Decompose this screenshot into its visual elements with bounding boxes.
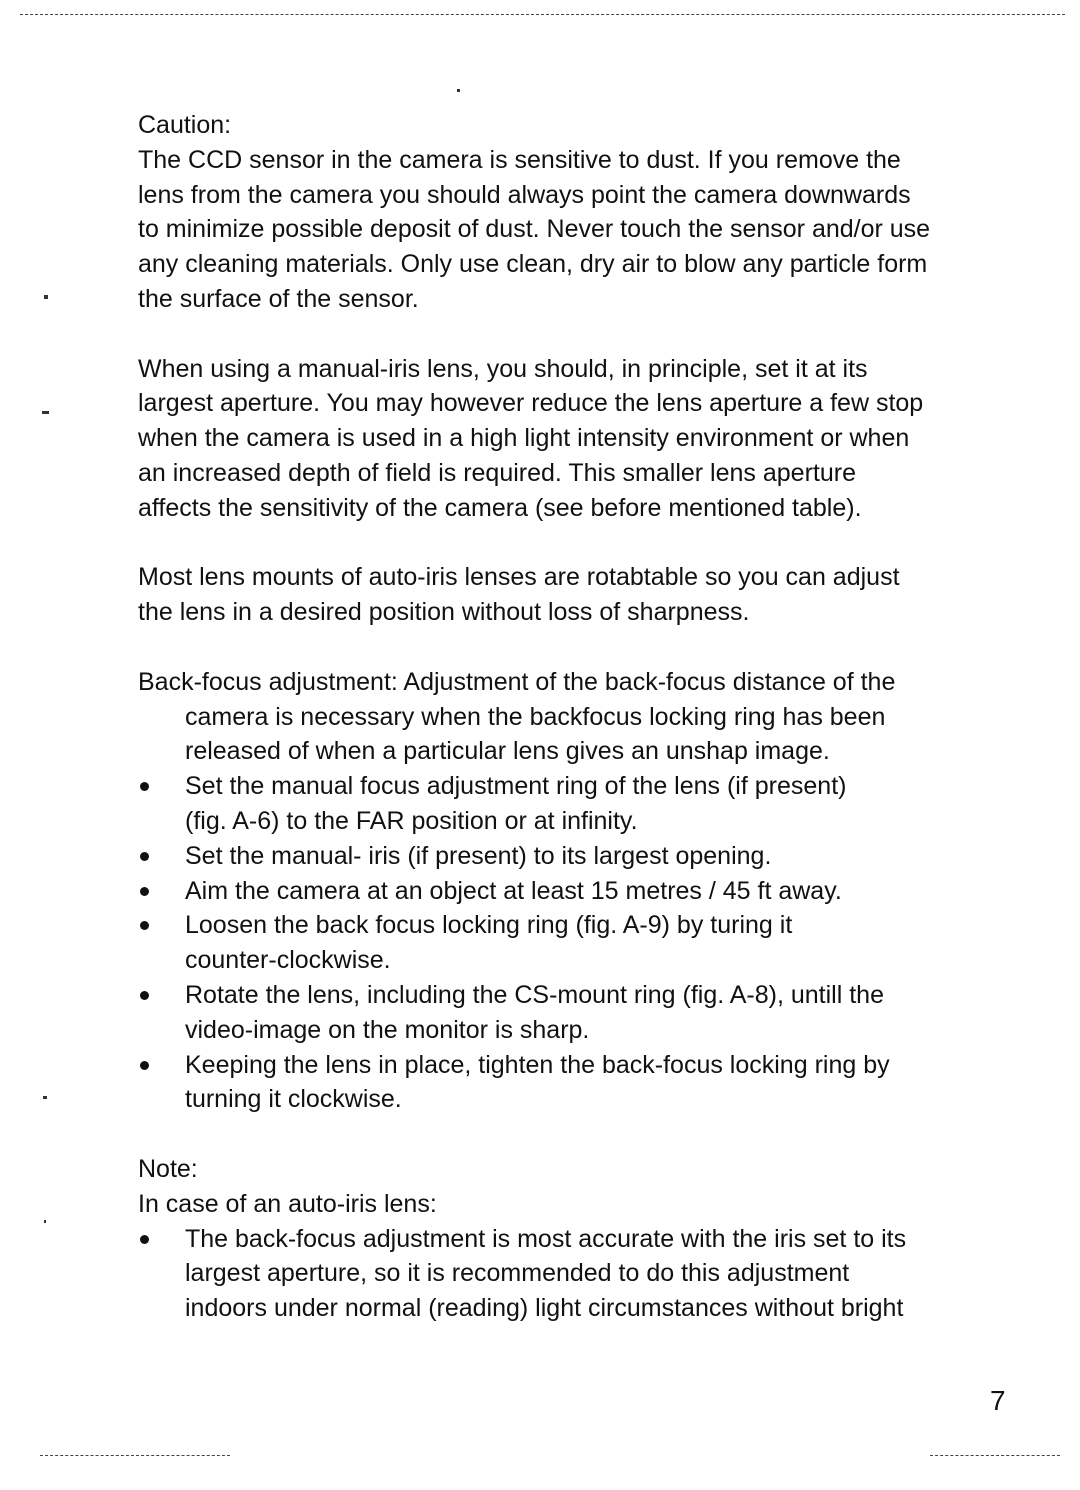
bottom-scan-rule — [40, 1455, 230, 1456]
bullet-icon — [140, 1235, 149, 1244]
text-line: camera is necessary when the backfocus locking ring has been — [185, 702, 886, 731]
bullet-item — [0, 839, 1080, 874]
scan-speck — [457, 89, 460, 92]
text-line: affects the sensitivity of the camera (see before mentioned table). — [138, 493, 862, 522]
caution-heading: Caution: — [138, 111, 232, 139]
text-line: Set the manual focus adjustment ring of the lens (if present) — [185, 772, 847, 801]
note-heading: Note: — [138, 1154, 198, 1183]
manual-page — [0, 108, 1080, 1326]
text-line: any cleaning materials. Only use clean, dry air to blow any particle form — [138, 250, 928, 279]
text-line: The back-focus adjustment is most accurate with the iris set to its — [185, 1224, 907, 1253]
note-subheading: In case of an auto-iris lens: — [138, 1189, 437, 1218]
bullet-item — [0, 978, 1080, 1048]
text-line: counter-clockwise. — [185, 946, 391, 975]
bullet-item — [0, 769, 1080, 839]
bullet-item — [0, 874, 1080, 909]
top-scan-rule — [20, 14, 1065, 15]
back-focus-intro: Back-focus adjustment: Adjustment of the back-focus distance of the — [138, 667, 896, 696]
page-number: 7 — [990, 1385, 1006, 1416]
text-line: lens from the camera you should always point the camera downwards — [138, 180, 911, 209]
bullet-item — [0, 908, 1080, 978]
text-line: (fig. A-6) to the FAR position or at infinity. — [185, 806, 638, 835]
text-line: the lens in a desired position without loss of sharpness. — [138, 598, 750, 627]
text-line: The CCD sensor in the camera is sensitive to dust. If you remove the — [138, 145, 901, 174]
text-line: the surface of the sensor. — [138, 284, 419, 313]
text-line: when the camera is used in a high light intensity environment or when — [138, 424, 910, 453]
bullet-icon — [140, 991, 149, 1000]
text-line: Rotate the lens, including the CS-mount ring (fig. A-8), untill the — [185, 980, 884, 1009]
text-line: Loosen the back focus locking ring (fig. A-9) by turing it — [185, 911, 793, 940]
text-line: video-image on the monitor is sharp. — [185, 1015, 590, 1044]
text-line: Keeping the lens in place, tighten the back-focus locking ring by — [185, 1050, 890, 1079]
text-line: turning it clockwise. — [185, 1085, 402, 1114]
bullet-icon — [140, 852, 149, 861]
text-line: Set the manual- iris (if present) to its largest opening. — [185, 841, 772, 870]
text-line: indoors under normal (reading) light circumstances without bright — [185, 1294, 904, 1323]
bullet-item — [0, 1222, 1080, 1326]
text-line: an increased depth of field is required. This smaller lens aperture — [138, 458, 856, 487]
text-line: released of when a particular lens gives an unshap image. — [185, 737, 830, 766]
text-line: Most lens mounts of auto-iris lenses are rotabtable so you can adjust — [138, 563, 900, 592]
text-line: Aim the camera at an object at least 15 metres / 45 ft away. — [185, 876, 842, 905]
bullet-icon — [140, 1061, 149, 1070]
text-line: largest aperture, so it is recommended to do this adjustment — [185, 1259, 850, 1288]
text-line: largest aperture. You may however reduce the lens aperture a few stop — [138, 389, 924, 418]
bottom-scan-rule — [930, 1455, 1060, 1456]
text-line: to minimize possible deposit of dust. Never touch the sensor and/or use — [138, 215, 931, 244]
bullet-item — [0, 1048, 1080, 1118]
bullet-icon — [140, 887, 149, 896]
text-line: When using a manual-iris lens, you should, in principle, set it at its — [138, 354, 868, 383]
